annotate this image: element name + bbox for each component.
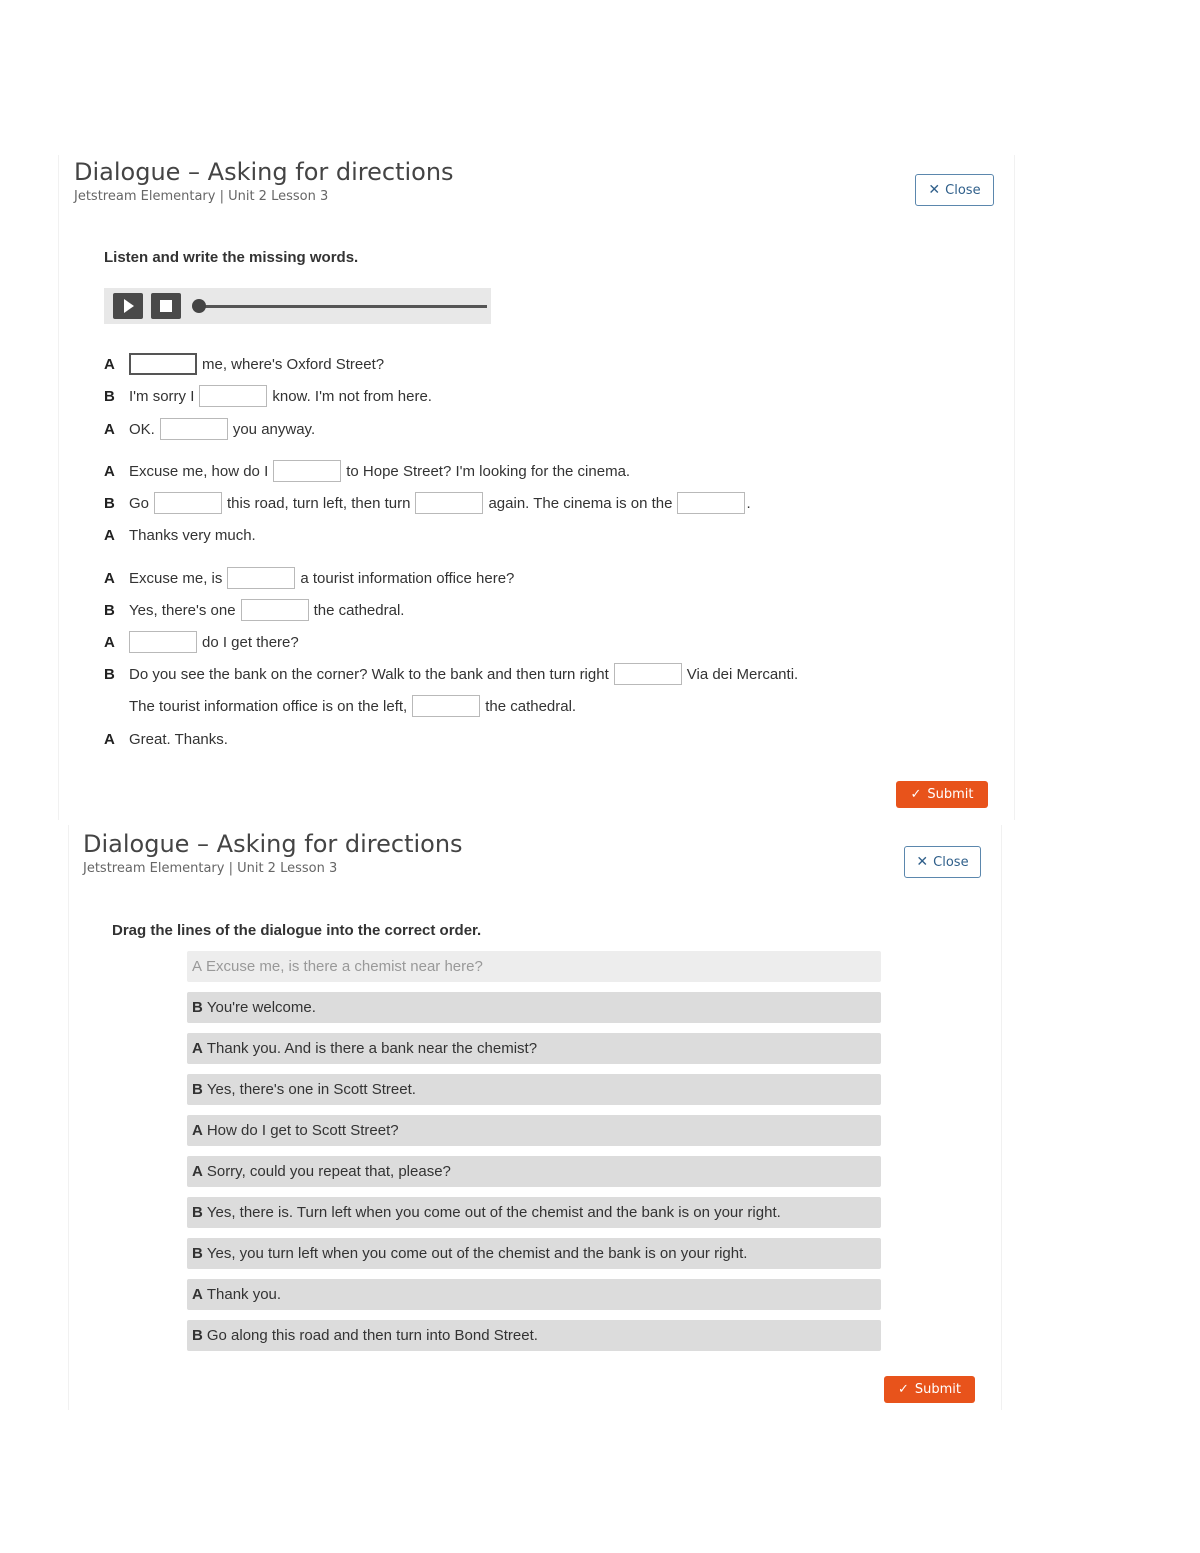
line-text: You're welcome. [206,999,316,1016]
dialogue-line [104,351,384,377]
play-icon [124,299,134,313]
close-label: Close [933,854,969,870]
gap-input[interactable] [677,492,745,514]
line-text: I'm sorry I [129,387,195,405]
line-text: Thank you. [206,1286,282,1303]
speaker-label: B [192,1327,203,1344]
fill-gaps-activity-panel [58,155,1015,820]
gap-input[interactable] [241,599,309,621]
draggable-dialogue-line[interactable] [187,1320,881,1351]
line-text: Yes, there's one in Scott Street. [206,1081,416,1098]
line-text: Sorry, could you repeat that, please? [206,1163,451,1180]
dialogue-line [104,726,228,752]
line-text: Via dei Mercanti. [686,665,799,683]
submit-button[interactable] [884,1376,975,1403]
dialogue-line [104,629,299,655]
gap-input[interactable] [273,460,341,482]
gap-input[interactable] [227,567,295,589]
line-text: know. I'm not from here. [272,387,432,405]
speaker-label: B [104,387,115,405]
line-text: . [746,494,751,512]
line-text: Go along this road and then turn into Bond Street. [206,1327,538,1344]
gap-input[interactable] [415,492,483,514]
close-button[interactable] [904,846,981,878]
line-text: Yes, there's one [129,601,236,619]
draggable-dialogue-line[interactable] [187,1197,881,1228]
line-text: me, where's Oxford Street? [202,355,385,373]
line-text: do I get there? [202,633,299,651]
speaker-label: B [104,601,115,619]
instruction-text: Drag the lines of the dialogue into the correct order. [112,922,482,939]
speaker-label: A [104,730,115,748]
line-text: Excuse me, is there a chemist near here? [206,958,483,975]
speaker-label: A [192,958,203,975]
speaker-label: A [192,1286,203,1303]
stop-button[interactable] [151,293,181,319]
dialogue-line [104,597,404,623]
dialogue-line [104,522,256,548]
line-text: the cathedral. [313,601,405,619]
gap-input[interactable] [129,631,197,653]
speaker-label: A [192,1163,203,1180]
dialogue-line [104,693,576,719]
line-text: Great. Thanks. [129,730,228,748]
stop-icon [160,300,172,312]
speaker-label: A [192,1122,203,1139]
submit-label: Submit [927,787,974,802]
speaker-label: A [104,526,115,544]
line-text: Excuse me, is [129,569,223,587]
speaker-label: B [192,999,203,1016]
activity-title: Dialogue – Asking for directions [83,830,463,858]
gap-input[interactable] [160,418,228,440]
line-text: you anyway. [232,420,316,438]
line-text: Thank you. And is there a bank near the chemist? [206,1040,538,1057]
dialogue-line [104,565,514,591]
draggable-dialogue-line[interactable] [187,1115,881,1146]
line-text: The tourist information office is on the left, [129,697,408,715]
speaker-label: A [104,462,115,480]
dialogue-line [104,458,630,484]
gap-input[interactable] [412,695,480,717]
draggable-dialogue-line[interactable] [187,1279,881,1310]
activity-subtitle: Jetstream Elementary | Unit 2 Lesson 3 [83,861,338,876]
speaker-label: B [192,1245,203,1262]
dialogue-line [104,490,751,516]
submit-label: Submit [914,1382,962,1397]
draggable-dialogue-line[interactable] [187,992,881,1023]
dialogue-line [104,383,432,409]
gap-input[interactable] [199,385,267,407]
line-text: again. The cinema is on the [488,494,673,512]
play-button[interactable] [113,293,143,319]
speaker-label: B [104,665,115,683]
draggable-dialogue-line[interactable] [187,1156,881,1187]
close-label: Close [945,182,981,198]
line-text: Yes, you turn left when you come out of the chemist and the bank is on your right. [206,1245,748,1262]
line-text: to Hope Street? I'm looking for the cinema. [346,462,631,480]
speaker-label: A [104,569,115,587]
dialogue-line [104,416,315,442]
activity-title: Dialogue – Asking for directions [74,158,454,186]
instruction-text: Listen and write the missing words. [104,249,359,266]
close-icon: ✕ [916,854,929,870]
speaker-label: B [192,1204,203,1221]
line-text: this road, turn left, then turn [227,494,411,512]
audio-progress-track[interactable] [197,305,487,308]
check-icon: ✓ [910,787,922,802]
fixed-dialogue-line [187,951,881,982]
gap-input[interactable] [154,492,222,514]
dialogue-line [104,661,798,687]
speaker-label: A [192,1040,203,1057]
draggable-dialogue-line[interactable] [187,1033,881,1064]
audio-progress-handle[interactable] [192,299,206,313]
line-text: the cathedral. [485,697,577,715]
line-text: a tourist information office here? [300,569,515,587]
speaker-label: A [104,355,115,373]
gap-input[interactable] [614,663,682,685]
submit-button[interactable] [896,781,988,808]
line-text: Yes, there is. Turn left when you come out of the chemist and the bank is on your right. [206,1204,781,1221]
activity-subtitle: Jetstream Elementary | Unit 2 Lesson 3 [74,189,329,204]
close-button[interactable] [915,174,994,206]
speaker-label: B [192,1081,203,1098]
line-text: OK. [129,420,155,438]
audio-player [104,288,491,324]
draggable-dialogue-line[interactable] [187,1238,881,1269]
line-text: Go [129,494,150,512]
line-text: Excuse me, how do I [129,462,269,480]
speaker-label: A [104,633,115,651]
line-text: Thanks very much. [129,526,256,544]
gap-input[interactable] [129,353,197,375]
speaker-label: A [104,420,115,438]
check-icon: ✓ [897,1382,909,1397]
line-text: How do I get to Scott Street? [206,1122,399,1139]
ordering-activity-panel [68,825,1002,1410]
draggable-dialogue-line[interactable] [187,1074,881,1105]
speaker-label: B [104,494,115,512]
close-icon: ✕ [928,182,941,198]
line-text: Do you see the bank on the corner? Walk to the bank and then turn right [129,665,609,683]
